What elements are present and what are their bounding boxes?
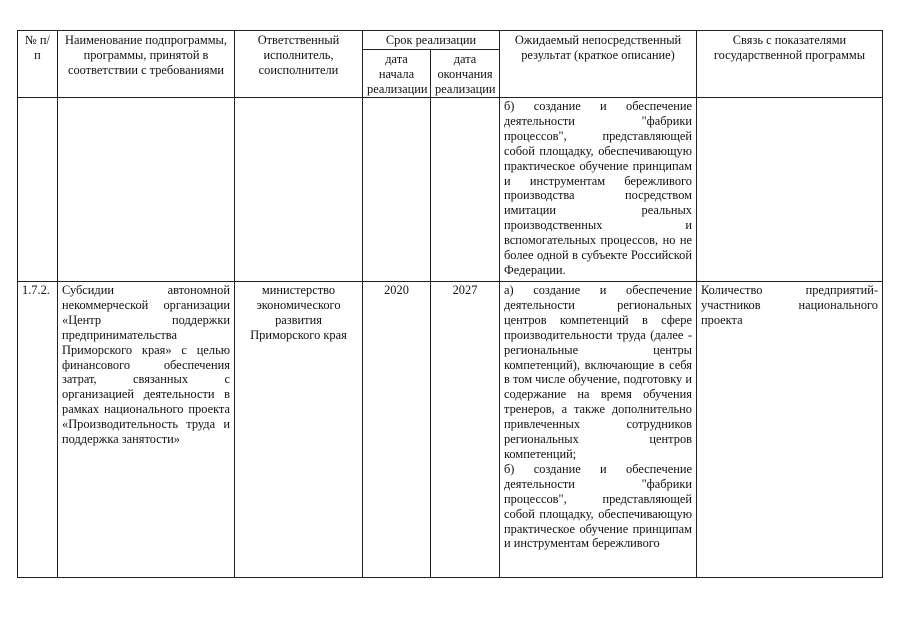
header-responsible: Ответственный исполнитель, соисполнители	[235, 31, 363, 98]
cell-result	[500, 282, 697, 578]
header-row	[18, 31, 883, 50]
cell-link	[697, 98, 883, 282]
cell-result: б) создание и обеспечение деятельности "фабрики процессов", представляющей собой площадку, обеспечивающую практическое обучение принципам и инструментам бережливого производства посредством имитации реальных производственных и вспомогательных процессов, но не более одной в субъекте Российской Федерации.	[500, 98, 697, 282]
header-num: № п/п	[18, 31, 58, 98]
header-start: дата начала реализации	[363, 50, 431, 98]
cell-name: Субсидии автономной некоммерческой организации «Центр поддержки предпринимательства Приморского края» с целью финансового обеспечения затрат, связанных с организацией деятельности в рамках национального проекта «Производительность труда и поддержка занятости»	[58, 282, 235, 578]
program-table	[17, 30, 883, 578]
header-result: Ожидаемый непосредственный результат (краткое описание)	[500, 31, 697, 98]
result-item-b: б) создание и обеспечение деятельности "фабрики процессов", представляющей собой площадку, обеспечивающую практическое обучение принципам и инструментам бережливого	[504, 461, 692, 551]
cell-responsible	[235, 98, 363, 282]
cell-end: 2027	[431, 282, 500, 578]
table-row	[18, 98, 883, 282]
result-item-a: а) создание и обеспечение деятельности региональных центров компетенций в сфере производительности труда (далее - региональные центры компетенций), включающие в себя в том числе обучение, подготовку и содержание на время обучения тренеров, а также дополнительно привлеченных сотрудников региональных центров компетенций;	[504, 283, 692, 461]
table-row	[18, 282, 883, 578]
cell-end	[431, 98, 500, 282]
cell-link: Количество предприятий-участников национального проекта	[697, 282, 883, 578]
cell-num	[18, 98, 58, 282]
cell-name	[58, 98, 235, 282]
header-term: Срок реализации	[363, 31, 500, 50]
cell-start	[363, 98, 431, 282]
cell-start: 2020	[363, 282, 431, 578]
cell-responsible: министерство экономического развития Приморского края	[235, 282, 363, 578]
header-link: Связь с показателями государственной программы	[697, 31, 883, 98]
header-name: Наименование подпрограммы, программы, принятой в соответствии с требованиями	[58, 31, 235, 98]
header-end: дата окончания реализации	[431, 50, 500, 98]
cell-num: 1.7.2.	[18, 282, 58, 578]
